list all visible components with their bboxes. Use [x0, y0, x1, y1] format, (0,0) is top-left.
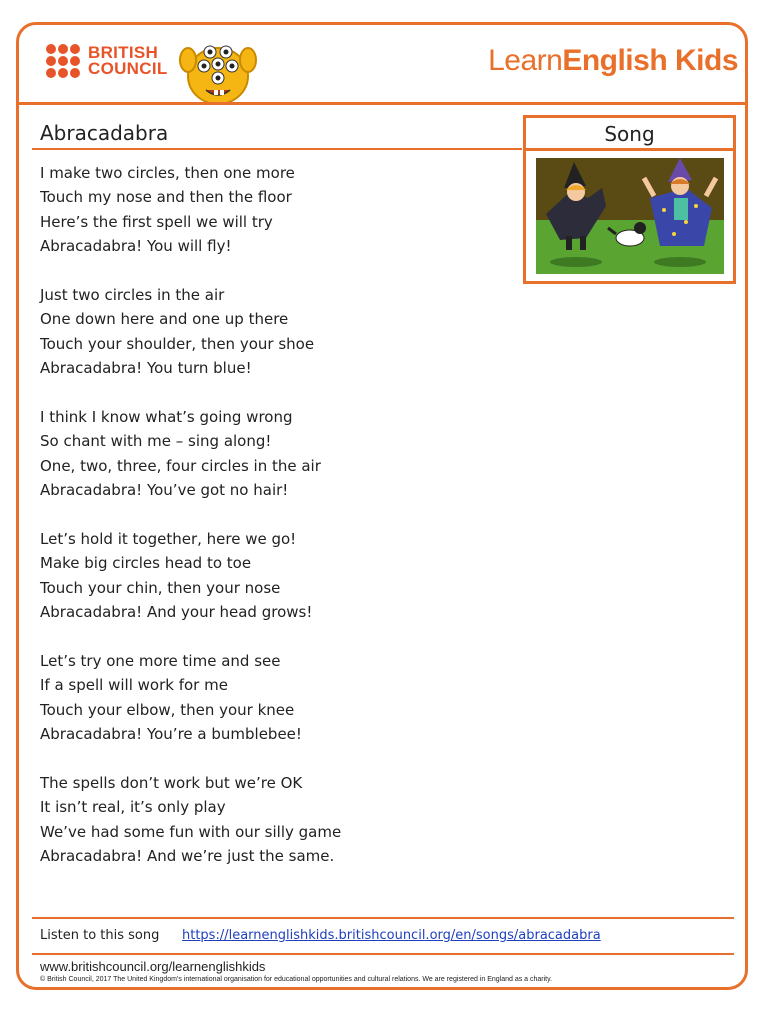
learnenglish-kids-logo [488, 44, 738, 78]
lyric-line: It isn’t real, it’s only play [40, 798, 226, 817]
title-underline [32, 148, 522, 150]
bc-logo-line2: COUNCIL [88, 59, 168, 78]
lyric-line: One, two, three, four circles in the air [40, 456, 321, 475]
lyric-line: One down here and one up there [40, 310, 289, 329]
lyric-line: Abracadabra! And your head grows! [40, 603, 313, 622]
lyric-line: If a spell will work for me [40, 676, 228, 695]
bc-logo-line1: BRITISH [88, 43, 159, 62]
footer-divider-bottom [32, 953, 734, 955]
british-council-logo [46, 44, 168, 78]
lyric-line: So chant with me – sing along! [40, 432, 272, 451]
lyric-line: We’ve had some fun with our silly game [40, 822, 342, 841]
british-council-dots-icon [46, 44, 80, 78]
stanza [40, 527, 510, 625]
lyric-line: Let’s hold it together, here we go! [40, 530, 297, 549]
footer-divider-top [32, 917, 734, 919]
lyric-line: Here’s the first spell we will try [40, 212, 273, 231]
legal-notice: © British Council, 2017 The United Kingdom’s international organisation for educational opportunities and cultural relations. We are registered in England as a charity. [40, 976, 553, 983]
stanza [40, 405, 510, 503]
lyric-line: Abracadabra! And we’re just the same. [40, 847, 335, 866]
song-label: Song [526, 118, 733, 151]
lyric-line: Touch my nose and then the floor [40, 188, 292, 207]
song-box [523, 115, 736, 284]
lyric-line: Touch your shoulder, then your shoe [40, 334, 315, 353]
lyric-line: Abracadabra! You turn blue! [40, 359, 252, 378]
page-title: Abracadabra [40, 121, 169, 145]
stanza [40, 649, 510, 747]
lyric-line: Abracadabra! You will fly! [40, 237, 232, 256]
wizard-children-illustration-icon [536, 158, 724, 274]
lyric-line: I think I know what’s going wrong [40, 408, 293, 427]
lyric-line: Touch your chin, then your nose [40, 578, 281, 597]
lyric-line: Abracadabra! You’re a bumblebee! [40, 725, 302, 744]
lyric-line: I make two circles, then one more [40, 164, 295, 182]
mascot-icon [176, 32, 260, 108]
lek-logo-english-kids: English Kids [562, 44, 738, 77]
stanza [40, 283, 510, 381]
lyric-line: Let’s try one more time and see [40, 652, 281, 671]
lyric-line: Just two circles in the air [40, 286, 225, 305]
lyric-line: Abracadabra! You’ve got no hair! [40, 481, 289, 500]
header-divider [16, 102, 748, 105]
stanza [40, 771, 510, 869]
lyric-line: Make big circles head to toe [40, 554, 252, 573]
lyric-line: Touch your elbow, then your knee [40, 700, 295, 719]
lyrics [40, 161, 510, 893]
stanza [40, 161, 510, 259]
listen-label: Listen to this song [40, 928, 160, 943]
website-url: www.britishcouncil.org/learnenglishkids [40, 959, 266, 974]
song-link[interactable]: https://learnenglishkids.britishcouncil.org/en/songs/abracadabra [182, 928, 601, 943]
lek-logo-learn: Learn [488, 44, 563, 77]
lyric-line: The spells don’t work but we’re OK [40, 774, 303, 793]
